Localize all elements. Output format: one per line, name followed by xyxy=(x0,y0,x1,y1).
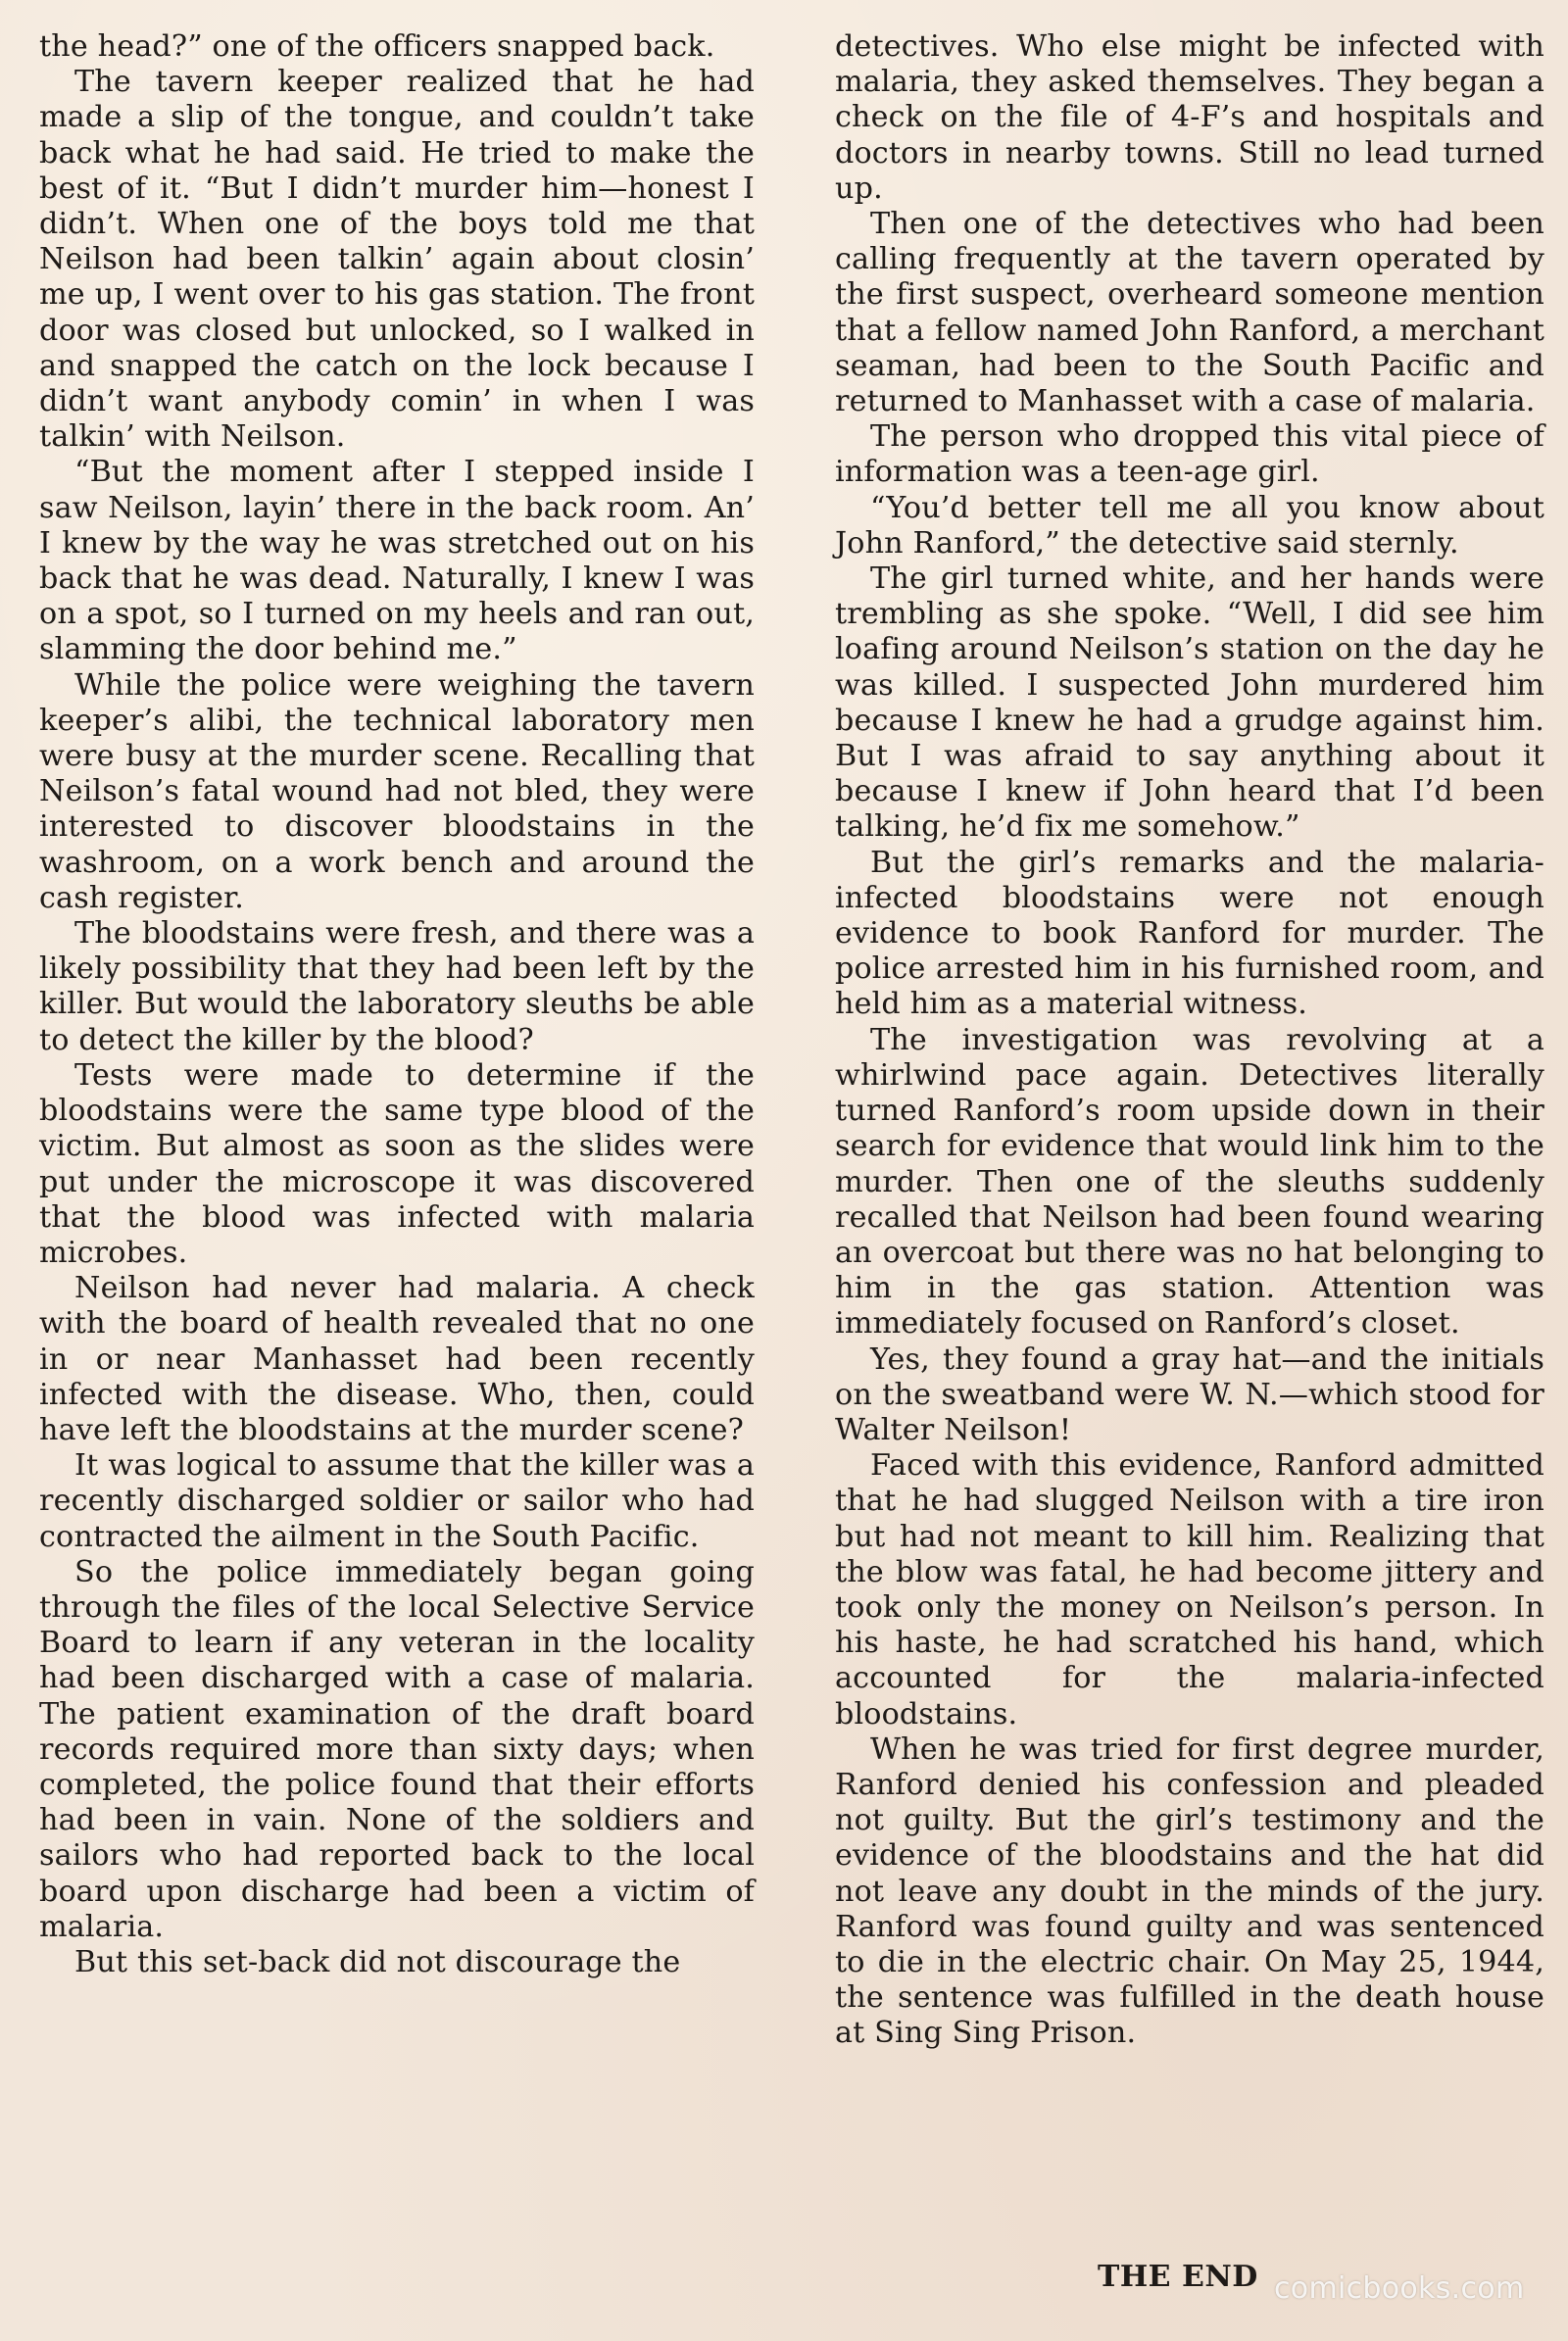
paragraph: But this set-back did not discourage the xyxy=(74,1944,681,1979)
paragraph: So the police immediately began going through the files of the local Selective Service Board to learn if any veteran in the locality had been discharged with a case of malaria. The patient examination of the draft board records required more than sixty days; when completed, the police found that their efforts had been in vain. None of the soldiers and sailors who had reported back to the local board upon discharge had been a victim of malaria. xyxy=(39,1554,755,1944)
the-end-label: THE END xyxy=(1098,2260,1258,2294)
paragraph: The bloodstains were fresh, and there was a likely possibility that they had been left by the killer. But would the laboratory sleuths be able to detect the killer by the blood? xyxy=(39,916,755,1057)
left-text-column xyxy=(39,29,755,1980)
paragraph: It was logical to assume that the killer was a recently discharged soldier or sailor who had contracted the ailment in the South Pacific. xyxy=(39,1448,755,1554)
paragraph: Then one of the detectives who had been calling frequently at the tavern operated by the first suspect, overheard someone mention that a fellow named John Ranford, a merchant seaman, had been to the South Pacific and returned to Manhasset with a case of malaria. xyxy=(835,207,1544,419)
paragraph: Tests were made to determine if the bloodstains were the same type blood of the victim. But almost as soon as the slides were put under the microscope it was discovered that the blood was infected with malaria microbes. xyxy=(39,1057,755,1270)
paragraph: The girl turned white, and her hands were trembling as she spoke. “Well, I did see him loafing around Neilson’s station on the day he was killed. I suspected John murdered him because I knew he had a grudge against him. But I was afraid to say anything about it because I knew if John heard that I’d been talking, he’d fix me somehow.” xyxy=(835,561,1544,845)
paragraph: “You’d better tell me all you know about John Ranford,” the detective said sternly. xyxy=(835,490,1544,561)
paragraph: But the girl’s remarks and the malaria-infected bloodstains were not enough evidence to book Ranford for murder. The police arrested him in his furnished room, and held him as a material witness. xyxy=(835,845,1544,1022)
paragraph: Faced with this evidence, Ranford admitted that he had slugged Neilson with a tire iron but had not meant to kill him. Realizing that the blow was fatal, he had become jittery and took only the money on Neilson’s person. In his haste, he had scratched his hand, which accounted for the malaria-infected bloodstains. xyxy=(835,1448,1544,1731)
paragraph: The person who dropped this vital piece of information was a teen-age girl. xyxy=(835,419,1544,490)
paragraph: the head?” one of the officers snapped back. xyxy=(39,29,715,64)
paragraph: “But the moment after I stepped inside I saw Neilson, layin’ there in the back room. An’ I knew by the way he was stretched out on his back that he was dead. Naturally, I knew I was on a spot, so I turned on my heels and ran out, slamming the door behind me.” xyxy=(39,455,755,667)
paragraph: The tavern keeper realized that he had made a slip of the tongue, and couldn’t take back what he had said. He tried to make the best of it. “But I didn’t murder him—honest I didn’t. When one of the boys told me that Neilson had been talkin’ again about closin’ me up, I went over to his gas station. The front door was closed but unlocked, so I walked in and snapped the catch on the lock because I didn’t want anybody comin’ in when I was talkin’ with Neilson. xyxy=(39,65,755,455)
paragraph: detectives. Who else might be infected with malaria, they asked themselves. They began a check on the file of 4-F’s and hospitals and doctors in nearby towns. Still no lead turned up. xyxy=(835,29,1544,206)
paragraph: While the police were weighing the tavern keeper’s alibi, the technical laboratory men were busy at the murder scene. Recalling that Neilson’s fatal wound had not bled, they were interested to discover bloodstains in the washroom, on a work bench and around the cash register. xyxy=(39,667,755,915)
paragraph: When he was tried for first degree murder, Ranford denied his confession and pleaded not guilty. But the girl’s testimony and the evidence of the bloodstains and the hat did not leave any doubt in the minds of the jury. Ranford was found guilty and was sentenced to die in the electric chair. On May 25, 1944, the sentence was fulfilled in the death house at Sing Sing Prison. xyxy=(835,1731,1544,2051)
paragraph: Neilson had never had malaria. A check with the board of health revealed that no one in or near Manhasset had been recently infected with the disease. Who, then, could have left the bloodstains at the murder scene? xyxy=(39,1271,755,1447)
site-watermark: comicbooks.com xyxy=(1274,2271,1525,2306)
paragraph: The investigation was revolving at a whirlwind pace again. Detectives literally turned Ranford’s room upside down in their search for evidence that would link him to the murder. Then one of the sleuths suddenly recalled that Neilson had been found wearing an overcoat but there was no hat belonging to him in the gas station. Attention was immediately focused on Ranford’s closet. xyxy=(835,1022,1544,1341)
paragraph: Yes, they found a gray hat—and the initials on the sweatband were W. N.—which stood for Walter Neilson! xyxy=(835,1341,1544,1447)
right-text-column xyxy=(835,29,1544,2052)
